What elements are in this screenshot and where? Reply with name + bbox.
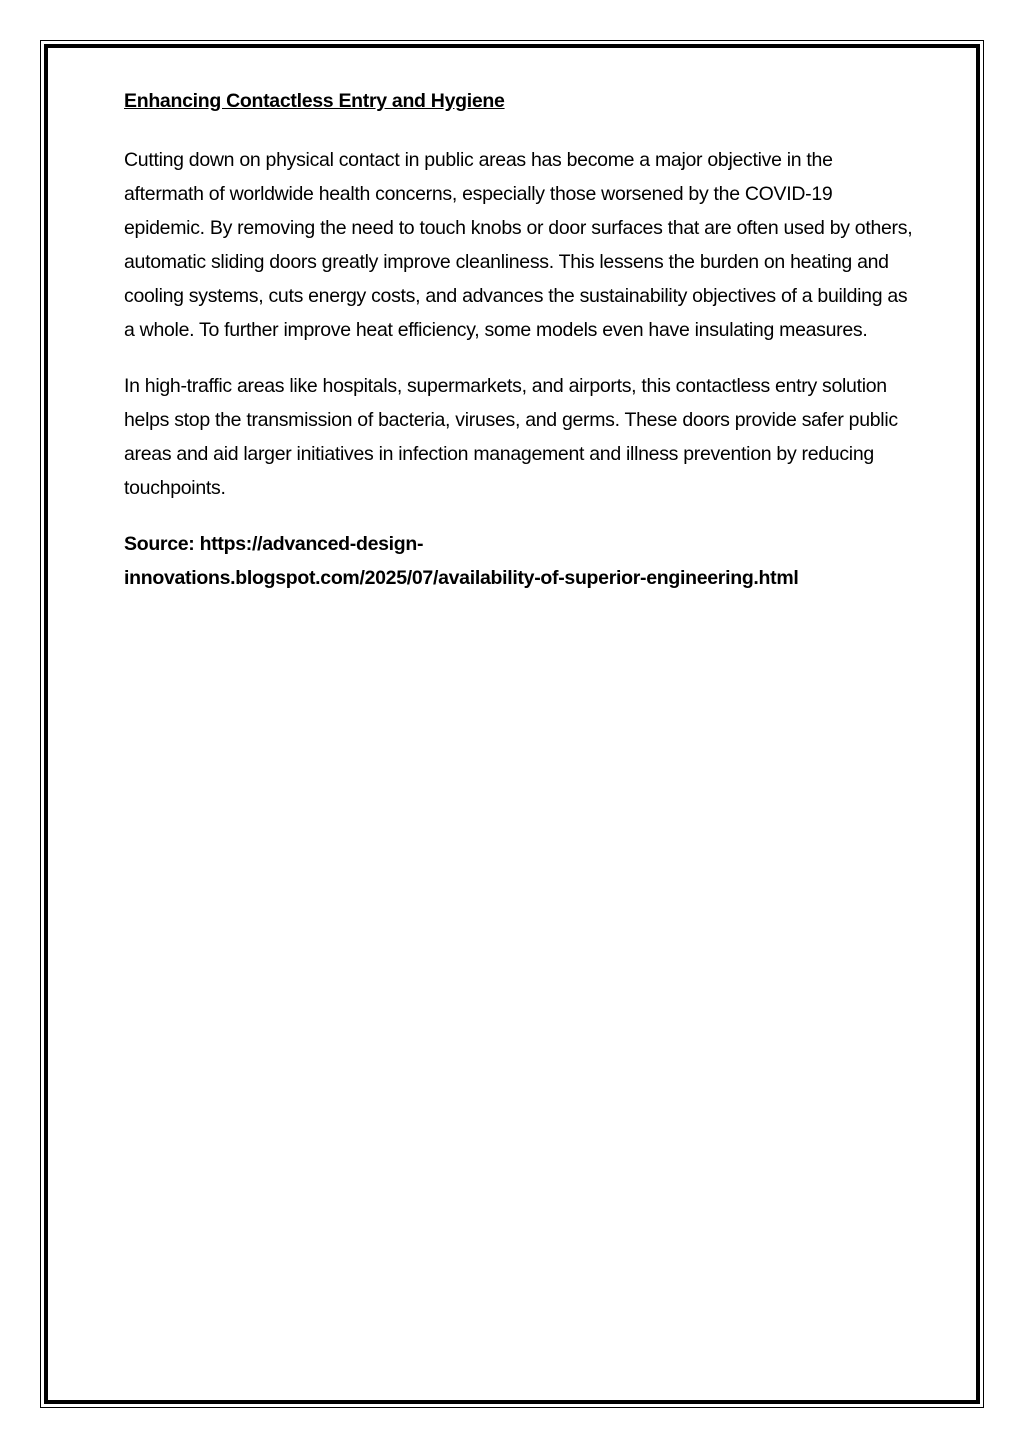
document-content xyxy=(124,86,914,595)
source-label: Source: https://advanced-design- xyxy=(124,533,424,555)
source-url: innovations.blogspot.com/2025/07/availability-of-superior-engineering.html xyxy=(124,567,799,589)
page-title: Enhancing Contactless Entry and Hygiene xyxy=(124,90,505,112)
paragraph-2: In high-traffic areas like hospitals, supermarkets, and airports, this contactless entry solution helps stop the transmission of bacteria, viruses, and germs. These doors provide safer public areas and aid larger initiatives in infection management and illness prevention by reducing touchpoints. xyxy=(124,375,898,499)
source-citation xyxy=(124,527,914,595)
paragraph-1: Cutting down on physical contact in public areas has become a major objective in the aftermath of worldwide health concerns, especially those worsened by the COVID-19 epidemic. By removing the need to touch knobs or door surfaces that are often used by others, automatic sliding doors greatly improve cleanliness. This lessens the burden on heating and cooling systems, cuts energy costs, and advances the sustainability objectives of a building as a whole. To further improve heat efficiency, some models even have insulating measures. xyxy=(124,149,913,341)
